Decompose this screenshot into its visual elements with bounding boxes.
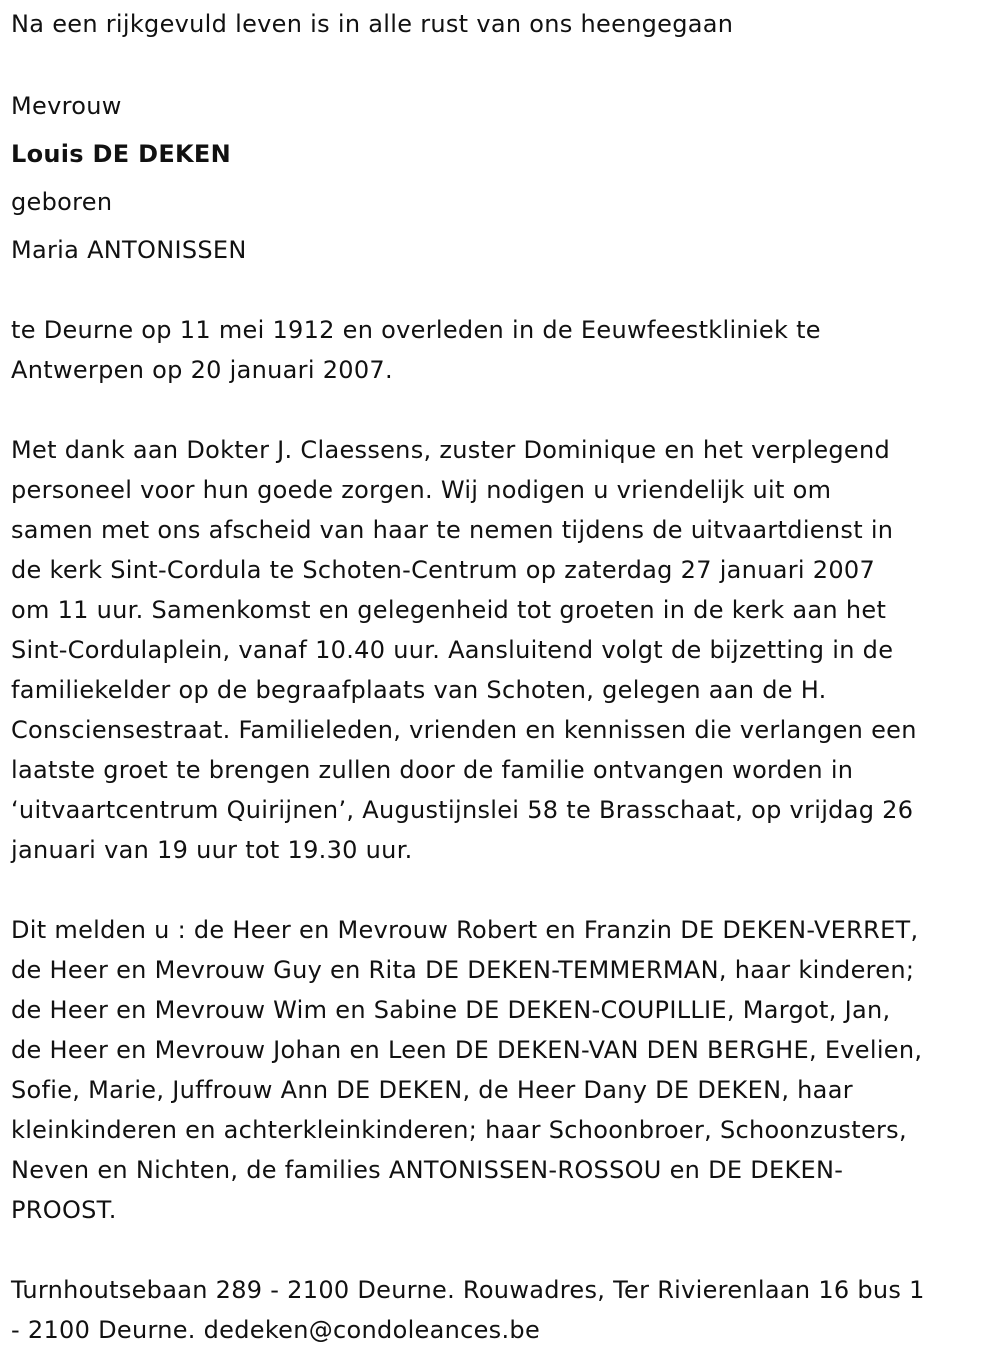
family-line: PROOST. [11,1196,117,1224]
family-line: de Heer en Mevrouw Wim en Sabine DE DEKEN-COUPILLIE, Margot, Jan, [11,996,891,1024]
thanks-line: Consciensestraat. Familieleden, vrienden en kennissen die verlangen een [11,716,917,744]
address-line-2 [11,1310,540,1350]
family-line: Sofie, Marie, Juffrouw Ann DE DEKEN, de Heer Dany DE DEKEN, haar [11,1076,853,1104]
deceased-title: Mevrouw [11,92,122,120]
intro-line: Na een rijkgevuld leven is in alle rust van ons heengegaan [11,10,734,38]
birth-death-line-1: te Deurne op 11 mei 1912 en overleden in de Eeuwfeestkliniek te [11,316,821,344]
family-line: de Heer en Mevrouw Johan en Leen DE DEKEN-VAN DEN BERGHE, Evelien, [11,1036,923,1064]
maiden-name: Maria ANTONISSEN [11,236,247,264]
thanks-line: ‘uitvaartcentrum Quirijnen’, Augustijnslei 58 te Brasschaat, op vrijdag 26 [11,796,914,824]
deceased-name: Louis DE DEKEN [11,140,232,168]
thanks-line: januari van 19 uur tot 19.30 uur. [11,836,413,864]
thanks-line: personeel voor hun goede zorgen. Wij nodigen u vriendelijk uit om [11,476,832,504]
address-prefix: - 2100 Deurne. [11,1316,204,1344]
thanks-line: om 11 uur. Samenkomst en gelegenheid tot groeten in de kerk aan het [11,596,887,624]
thanks-line: laatste groet te brengen zullen door de familie ontvangen worden in [11,756,854,784]
thanks-line: familiekelder op de begraafplaats van Schoten, gelegen aan de H. [11,676,827,704]
thanks-line: Met dank aan Dokter J. Claessens, zuster Dominique en het verplegend [11,436,891,464]
family-line: kleinkinderen en achterkleinkinderen; haar Schoonbroer, Schoonzusters, [11,1116,907,1144]
family-line: Dit melden u : de Heer en Mevrouw Robert en Franzin DE DEKEN-VERRET, [11,916,919,944]
born-label: geboren [11,188,113,216]
family-line: Neven en Nichten, de families ANTONISSEN-ROSSOU en DE DEKEN- [11,1156,844,1184]
thanks-line: de kerk Sint-Cordula te Schoten-Centrum op zaterdag 27 januari 2007 [11,556,876,584]
email-link[interactable]: dedeken@condoleances.be [203,1316,541,1344]
family-line: de Heer en Mevrouw Guy en Rita DE DEKEN-TEMMERMAN, haar kinderen; [11,956,915,984]
thanks-line: samen met ons afscheid van haar te nemen tijdens de uitvaartdienst in [11,516,894,544]
thanks-line: Sint-Cordulaplein, vanaf 10.40 uur. Aansluitend volgt de bijzetting in de [11,636,894,664]
address-line-1: Turnhoutsebaan 289 - 2100 Deurne. Rouwadres, Ter Rivierenlaan 16 bus 1 [11,1276,925,1304]
birth-death-line-2: Antwerpen op 20 januari 2007. [11,356,393,384]
